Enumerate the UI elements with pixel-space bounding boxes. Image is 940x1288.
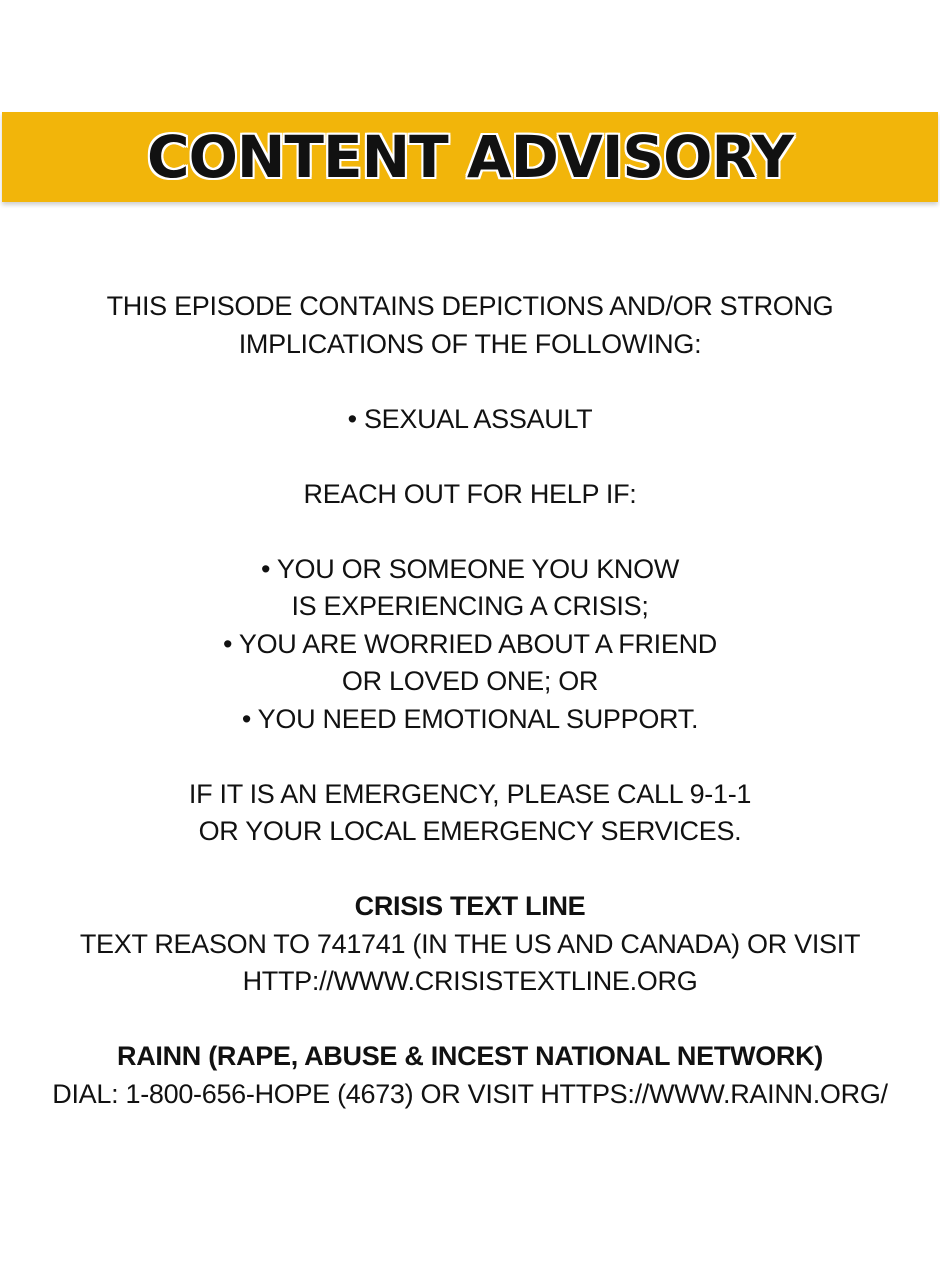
emergency-line-2: OR YOUR LOCAL EMERGENCY SERVICES. (198, 816, 742, 846)
spacer (0, 1001, 940, 1039)
spacer (0, 738, 940, 776)
advisory-body (0, 288, 940, 1113)
rainn-heading: RAINN (RAPE, ABUSE & INCEST NATIONAL NETWORK) (117, 1041, 823, 1071)
spacer (0, 363, 940, 401)
rainn-instructions: DIAL: 1-800-656-HOPE (4673) OR VISIT HTTPS://WWW.RAINN.ORG/ (52, 1078, 888, 1109)
advisory-banner (2, 112, 938, 202)
intro-line-1: THIS EPISODE CONTAINS DEPICTIONS AND/OR STRONG (106, 291, 834, 321)
reach-out-line: OR LOVED ONE; OR (341, 666, 599, 696)
crisis-text-line-heading: CRISIS TEXT LINE (354, 891, 586, 921)
crisis-text-line-url: HTTP://WWW.CRISISTEXTLINE.ORG (242, 966, 698, 996)
topic-item: • SEXUAL ASSAULT (347, 403, 593, 434)
reach-out-line: • YOU OR SOMEONE YOU KNOW (260, 553, 679, 584)
reach-out-heading: REACH OUT FOR HELP IF: (303, 478, 637, 509)
reach-out-line: • YOU NEED EMOTIONAL SUPPORT. (241, 703, 699, 734)
crisis-text-line-instructions: TEXT REASON TO 741741 (IN THE US AND CANADA) OR VISIT (79, 928, 861, 959)
reach-out-line: • YOU ARE WORRIED ABOUT A FRIEND (223, 628, 717, 659)
spacer (0, 851, 940, 889)
spacer (0, 438, 940, 476)
reach-out-line: IS EXPERIENCING A CRISIS; (291, 591, 649, 621)
spacer (0, 513, 940, 551)
intro-line-2: IMPLICATIONS OF THE FOLLOWING: (238, 328, 702, 359)
advisory-title: CONTENT ADVISORY (147, 123, 793, 191)
emergency-line-1: IF IT IS AN EMERGENCY, PLEASE CALL 9-1-1 (188, 778, 752, 809)
